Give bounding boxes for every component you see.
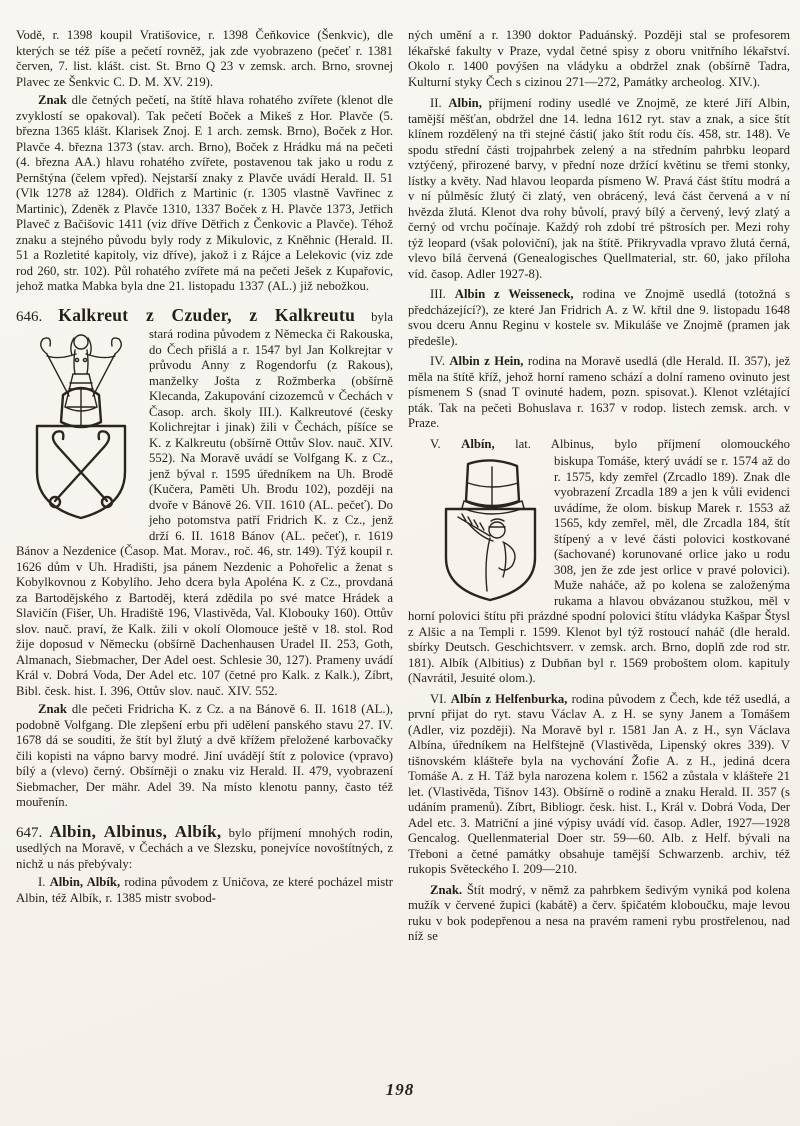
entry-title-suffix: byla <box>371 309 393 324</box>
paragraph-albin-VI <box>408 692 790 878</box>
lead-name: Albin, Albík, <box>49 875 121 889</box>
crest-mermaid-with-hooks-shield-drawing <box>22 329 140 527</box>
entry-646-body <box>16 327 393 699</box>
body-text: rodina ve Znojmě usedlá (totožná s předcházející?), ze které Jan Fridrich A. z W. křtil dne 9. listopadu 1648 svou dceru Annu Reginu v kostele sv. Mikuláše ve Znojmě (pramen jak předešle). <box>408 287 790 348</box>
roman-numeral: III. <box>430 287 455 301</box>
lead-word: Znak. <box>430 882 463 897</box>
body-text: Štít modrý, v němž za pahrbkem šedivým vyniká pod kolena mužík v červené župici (kabátě) a červ. špičatém kloboučku, maje levou ruku v bok podepřenou a nesa na pravém rameni rybu prostřelenou, nad níž se <box>408 882 790 943</box>
paragraph-albin-V <box>408 437 790 687</box>
entry-647-heading-paragraph <box>16 821 393 873</box>
entry-647-albin <box>16 821 393 907</box>
paragraph-znak-plavec <box>16 93 393 295</box>
entry-number: 646. <box>16 308 43 325</box>
paragraph-albin-I <box>16 875 393 906</box>
lead-name: Albín z Helfenburka, <box>450 691 568 706</box>
lead-name: Albin z Hein, <box>449 354 524 368</box>
body-text: rodina původem z Čech, kde též usedlá, a první přijat do ryt. stavu Václav A. z H. se syny Janem a Tomášem (Adler, viz později). Na Moravě byl r. 1581 Jan A. z H., syn Václava Albína, úředníkem na Helfštejně (Vlastivěda, Lipenský okres 339). V tišnovském klášteře byla na vychování Žofie A. z H., jediná dcera Tomáše A. z H. Táž byla narozena kolem r. 1562 a zůstala v klášteře 21 let. (Vlastivěda, Tišnov 143). Obšírně o rodině a znaku Herald. II. 357 (s udáním pramenů). Zíbrt, Bibliogr. česk. hist. I., Král v. Dobrá Voda, Der Adel etc. 3. Matriční a jiné výpisy uvádí víd. časop. Adler, 1927—1928 Gencalog. Quellenmaterial Doer str. 59—60. Alb. z Helf. bývali na Třeboni a četné památky obsahuje tamější Schwarzenb. archiv, též rukopis Světeckého I. 209—210. <box>408 691 790 876</box>
entry-646-heading <box>16 304 393 326</box>
body-text: příjmení rodiny usedlé ve Znojmě, ze které Jiří Albin, tamější měšťan, obdržel dne 14. ledna 1612 ryt. stav a znak, a sice štít klínem rozdělený na tři stejné části( jako štít rodu čís. 458, str. 148). Ve spodu střední části trojpahrbek zelený a na středním pahrbku leopard vztýčený, přirozené barvy, v přední noze držící květinu se třemi stonky, lístky a květy. Nad hlavou leoparda písmeno W. Pravá část štítu modrá a v ní půlměsíc žlutý či zlatý, ven obrácený, levá část červená a v ní hvězda žlutá. Klenot dva rohy bůvolí, pravý bílý a červený, levý zlatý a černý od vrchu počínaje. Každý roh zdobí tré pštrosích per. Mezi rohy týž leopard (však poloviční), jak na štítě. Přikryvadla vpravo žlutá černá, vlevo bílá červená (Genealogisches Quellmaterial, str. 60, jako příloha víd. časop. Adler 1927-8). <box>408 96 790 281</box>
albin-V-body <box>408 454 790 687</box>
lead-name: Albin, <box>448 96 482 110</box>
body-text: dle četných pečetí, na štítě hlava rohatého zvířete (klenot dle zvyklostí se opakoval). Tak pečetí Boček a Mikeš z Hor. Plavče (5. března 1365 klášt. Klarisek Znoj. E 1 arch. zemsk. Brno), Boček z Hor. Plavče 4. března 1373 (stav. arch. Brno), Boček z Hrádku má na pečeti (4. března AA.) hlavu rohatého zvířete, postavenou tak jako u rodu z Pernštýna (čelem vpřed). Nejstarší znaky z Plavče uvádí Herald. II. 51 (Vlk 1278 až 1284). Oldřich z Martinic (r. 1305 vlastně Vavřinec z Martinic), Zdeněk z Plavče 1310, 1337 Boček z H. Plavče 1373, Jetřich Plaveč z Bačišovic 1411 (viz dříve Dětřich z Čenkovic a Plavče). Téhož znaku a stejného původu byly rody z Mikulovic, z Kněhnic (Herald. II. 51 a Rozletité kapitoly, viz dříve), jakož i z Rájce a Lelekovic (viz zde rod 260, str. 102). Půl rohatého zvířete má na pečeti Ješek z Kupařovic, jehož matka Mabka byla dne 21. listopadu 1337 (AL.) již nebožkou. <box>16 93 393 293</box>
text-columns <box>16 28 790 948</box>
entry-title-suffix: bylo příjmení mnohých rodin, usedlých na Moravě, v Čechách a ve Slezsku, ponejvíce novoštítných, z nichž u nás přebývaly: <box>16 825 393 871</box>
roman-numeral: II. <box>430 96 449 110</box>
lead-name: Albín, <box>461 436 495 451</box>
entry-title: Kalkreut z Czuder, z Kalkreutu <box>58 304 356 325</box>
paragraph-continuation-albin <box>408 28 790 90</box>
lead-name: Albin z Weisseneck, <box>454 287 574 301</box>
entry-number: 647. <box>16 824 43 841</box>
paragraph-albin-III <box>408 287 790 349</box>
body-text: lat. Albinus, bylo příjmení olomouckého <box>494 436 790 451</box>
roman-numeral: V. <box>430 436 462 451</box>
body-text: ných umění a r. 1390 doktor Paduánský. Později stal se profesorem lékařské fakulty v Praze, vydal četné spisy z oboru vnitřního lékařství. Okolo r. 1400 povýšen na vládyku a obdržel znak (obšírně Tadra, Kulturní styky Čech s cizinou 271—272, Památky archeolog. XIV.). <box>408 28 790 89</box>
great-helm-naked-man-shield-drawing <box>438 457 542 607</box>
body-text: rodina původem z Uničova, ze které pocházel mistr Albin, též Albík, r. 1385 mistr svobod- <box>16 875 393 905</box>
paragraph-znak-helfenburk <box>408 883 790 945</box>
body-text: biskupa Tomáše, který uvádí se r. 1574 až do r. 1575, kdy zemřel (Zrcadlo 189). Znak dle vyobrazení Zrcadla 189 a jen k vůli evidenci uvádíme, že olom. biskup Marek r. 1553 až 1565, kdy zemřel, měl, dle Zrcadla 184, štít štípený a v levé části polovici kostkované (šachované) korunované orlice jako u rodu 308, jen že zde jest orlice v pravé polovici). Muže naháče, až po kolena se založenýma rukama a hlavou obvázanou stužkou, měl v horní polovici štítu při prázdné spodní polovici štítu vládyka Kašpar Štysl z Alšic a na Templi r. 1599. Klenot byl týž rostoucí naháč (dle herald. sbírky Deutsch. Geschichtsverr. v zemsk. arch. Brno, doplň zde rod str. 181). Albík (Albitius) z Dubňan byl r. 1569 proboštem olom. kapituly (Navrátil, Jesuité olom.). <box>408 454 790 685</box>
body-text: dle pečeti Fridricha K. z Cz. a na Bánově 6. II. 1618 (AL.), podobně Volfgang. Dle zlepšení erbu při udělení panského stavu 27. IV. 1678 dá se souditi, že štít byl žlutý a dvě křížem přeložené karbovačky čili kopisti na vápno barvy modré. Jiní uvádějí štít z polovice (vpravo) bílý a (vlevo) černý. Obšírněji o znaku viz Herald. II. 479, vyobrazení Siebmacher, Der mähr. Adel 39. Na místo klenotu panny, často též mouřenín. <box>16 702 393 809</box>
entry-646-znak-paragraph <box>16 702 393 811</box>
body-text: Vodě, r. 1398 koupil Vratišovice, r. 1398 Čeňkovice (Šenkvic), dle kterých se též píše a pečetí rovněž, jak zde vyobrazeno (pečeť r. 1381 červen, 7. list. klášt. cist. St. Brno Q 23 v zemsk. arch. Brno, srovnej Plavec ze Šenkvic C. D. M. XV. 219). <box>16 28 393 89</box>
roman-numeral: VI. <box>430 691 451 706</box>
paragraph-albin-II <box>408 96 790 282</box>
paragraph-continuation-plavec <box>16 28 393 90</box>
albin-V-first-line <box>408 437 790 453</box>
albin-coat-of-arms-illustration <box>438 457 542 607</box>
roman-numeral: I. <box>38 875 50 889</box>
kalkreut-coat-of-arms-illustration <box>22 329 140 527</box>
page-number: 198 <box>385 1080 415 1099</box>
body-text: stará rodina původem z Německa či Rakouska, do Čech přišlá a r. 1547 byl Jan Kolkrejtar v průvodu Anny z Rogendorfu (z Rakous), manželky Jošta z Rožmberka (obšírně Klecanda, Zakupování cizozemců v Čechách v Časop. arch. školy III.). Kalkreutové (česky Kolichrejtar i jinak) žili v Čechách, píšíce se K. z Kalkreutu (obšírně Ottův Slov. nauč. XIV. 552). Na Moravě uvádí se Volfgang K. z Cz., jenž býval r. 1595 úředníkem na Uh. Brodě (Kučera, Paměti Uh. Brodu 102), později na dvoře v Bánově 26. VII. 1610 (AL. pečeť). Do jeho potomstva patří Fridrich K. z Cz., jenž drží 6. II. 1618 Bánov (AL. pečeť), r. 1619 Bánov a Nezdenice (Časop. Mat. Morav., roč. 46, str. 149). Týž koupil r. 1626 dům v Uh. Hradišti, jsa pánem Nezdenic a Pohořelic a ženat s Kobylkovnou z Kobylího. Jeho dcera byla Apoléna K. z Cz., provdaná za Bartodějského z Bartoděj, která zdědila po své matce Hrádek a Slavičín (Fišer, Uh. Hradiště 196, Vlastivěda, Val. Klobouky 160). Ottův slov. nauč. praví, že Kalk. žili v okolí Olomouce ještě v 18. stol. Rod žije doposud v Německu (obšírně Dachenhausen Uradel II. 253, Goth, Almanach, Siebmacher, Der Adel oest. Schlesie 30, 127). Prameny uvádí Král v. Dobrá Voda, Der Adel etc. 107 (četné pro Kalk. z Kalk.), Zíbrt, Bibl. česk. hist. I. 396, Ottův slov. nauč. XIV. 552. <box>16 327 393 698</box>
roman-numeral: IV. <box>430 354 450 368</box>
paragraph-albin-IV <box>408 354 790 432</box>
entry-title: Albin, Albinus, Albík, <box>49 821 222 841</box>
left-column <box>16 28 393 948</box>
lead-word: Znak <box>38 93 67 107</box>
body-text: rodina na Moravě usedlá (dle Herald. II. 357), jež měla na štítě kříž, jehož horní rameno schází a dolní rameno ovinuto jest písmenem S (snad T ovinuté hadem, pozn. spisovat.). Klenot vzlétající pták. Tak na pečeti Bohuslava r. 1637 v rodop. listech zemsk. arch. v Praze. <box>408 354 790 430</box>
entry-646-kalkreut <box>16 304 393 811</box>
right-column <box>408 28 790 948</box>
lead-word: Znak <box>38 702 67 716</box>
